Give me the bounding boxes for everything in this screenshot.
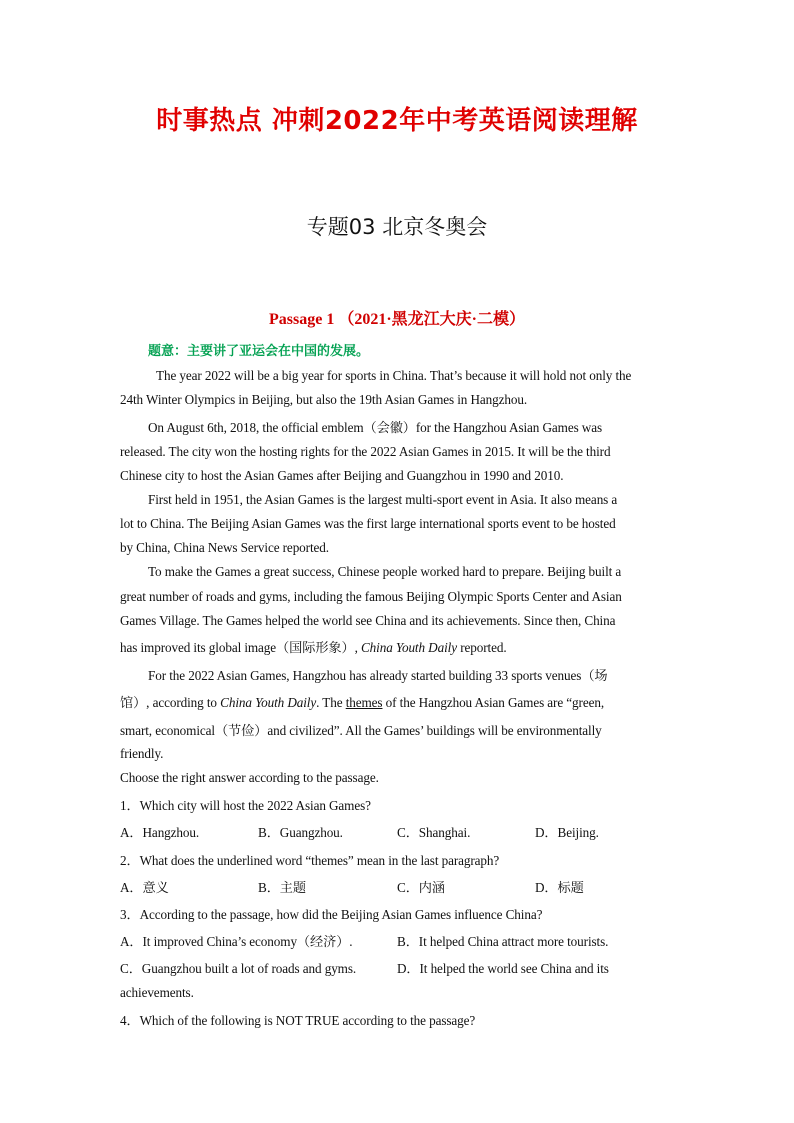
option-c: C．内涵 — [397, 880, 445, 895]
source-name: China Youth Daily — [360, 640, 457, 655]
source-name: China Youth Daily — [220, 695, 317, 710]
option-d: D．Beijing. — [535, 825, 599, 840]
passage-line: For the 2022 Asian Games, Hangzhou has already started building 33 sports venues（场 — [148, 668, 608, 683]
option-c: C．Shanghai. — [397, 825, 471, 840]
passage-text: 馆）, according to — [120, 695, 221, 710]
passage-line: by China, China News Service reported. — [120, 540, 329, 555]
passage-line: On August 6th, 2018, the official emblem（会徽）for the Hangzhou Asian Games was — [148, 420, 603, 435]
option-b: B．It helped China attract more tourists. — [397, 934, 609, 949]
passage-text: of the Hangzhou Asian Games are “green, — [382, 695, 605, 710]
passage-line — [120, 637, 507, 656]
question-1: 1．Which city will host the 2022 Asian Games? — [120, 798, 371, 813]
option-d-continued: achievements. — [120, 985, 194, 1000]
passage-line: 24th Winter Olympics in Beijing, but also the 19th Asian Games in Hangzhou. — [120, 392, 528, 407]
option-a: A．Hangzhou. — [120, 825, 200, 840]
passage-line: To make the Games a great success, Chinese people worked hard to prepare. Beijing built a — [148, 564, 622, 579]
passage-line: friendly. — [120, 746, 164, 761]
question-2: 2．What does the underlined word “themes” mean in the last paragraph? — [120, 853, 500, 868]
passage-line: lot to China. The Beijing Asian Games was the first large international sports event to be hosted — [120, 516, 616, 531]
passage-line: Games Village. The Games helped the world see China and its achievements. Since then, China — [120, 613, 616, 628]
passage-text: reported. — [457, 640, 507, 655]
passage-line: The year 2022 will be a big year for sports in China. That’s because it will hold not only the — [156, 368, 632, 383]
option-b: B．主题 — [258, 880, 306, 895]
passage-text: . The — [316, 695, 346, 710]
passage-line: released. The city won the hosting rights for the 2022 Asian Games in 2015. It will be the third — [120, 444, 611, 459]
option-c: C．Guangzhou built a lot of roads and gyms. — [120, 961, 357, 976]
questions-instruction: Choose the right answer according to the passage. — [120, 770, 379, 785]
passage-gist: 题意：主要讲了亚运会在中国的发展。 — [148, 344, 370, 359]
passage-line — [120, 692, 604, 711]
topic-subtitle: 专题03 北京冬奥会 — [306, 215, 488, 239]
question-3: 3．According to the passage, how did the Beijing Asian Games influence China? — [120, 907, 543, 922]
passage-text: has improved its global image（国际形象）, — [120, 640, 361, 655]
passage-line: great number of roads and gyms, including the famous Beijing Olympic Sports Center and Asian — [120, 589, 622, 604]
option-b: B．Guangzhou. — [258, 825, 343, 840]
question-4: 4．Which of the following is NOT TRUE according to the passage? — [120, 1013, 476, 1028]
underlined-word: themes — [345, 695, 383, 710]
option-d: D．标题 — [535, 880, 584, 895]
option-a: A．It improved China’s economy（经济）. — [120, 934, 353, 949]
passage-heading: Passage 1 （2021·黑龙江大庆·二模） — [268, 311, 525, 328]
passage-line: smart, economical（节俭）and civilized”. All the Games’ buildings will be environmentally — [120, 723, 602, 738]
document-title: 时事热点 冲刺2022年中考英语阅读理解 — [156, 106, 638, 136]
passage-line: First held in 1951, the Asian Games is the largest multi-sport event in Asia. It also means a — [148, 492, 618, 507]
passage-line: Chinese city to host the Asian Games after Beijing and Guangzhou in 1990 and 2010. — [120, 468, 564, 483]
option-d: D．It helped the world see China and its — [397, 961, 609, 976]
option-a: A．意义 — [120, 880, 169, 895]
